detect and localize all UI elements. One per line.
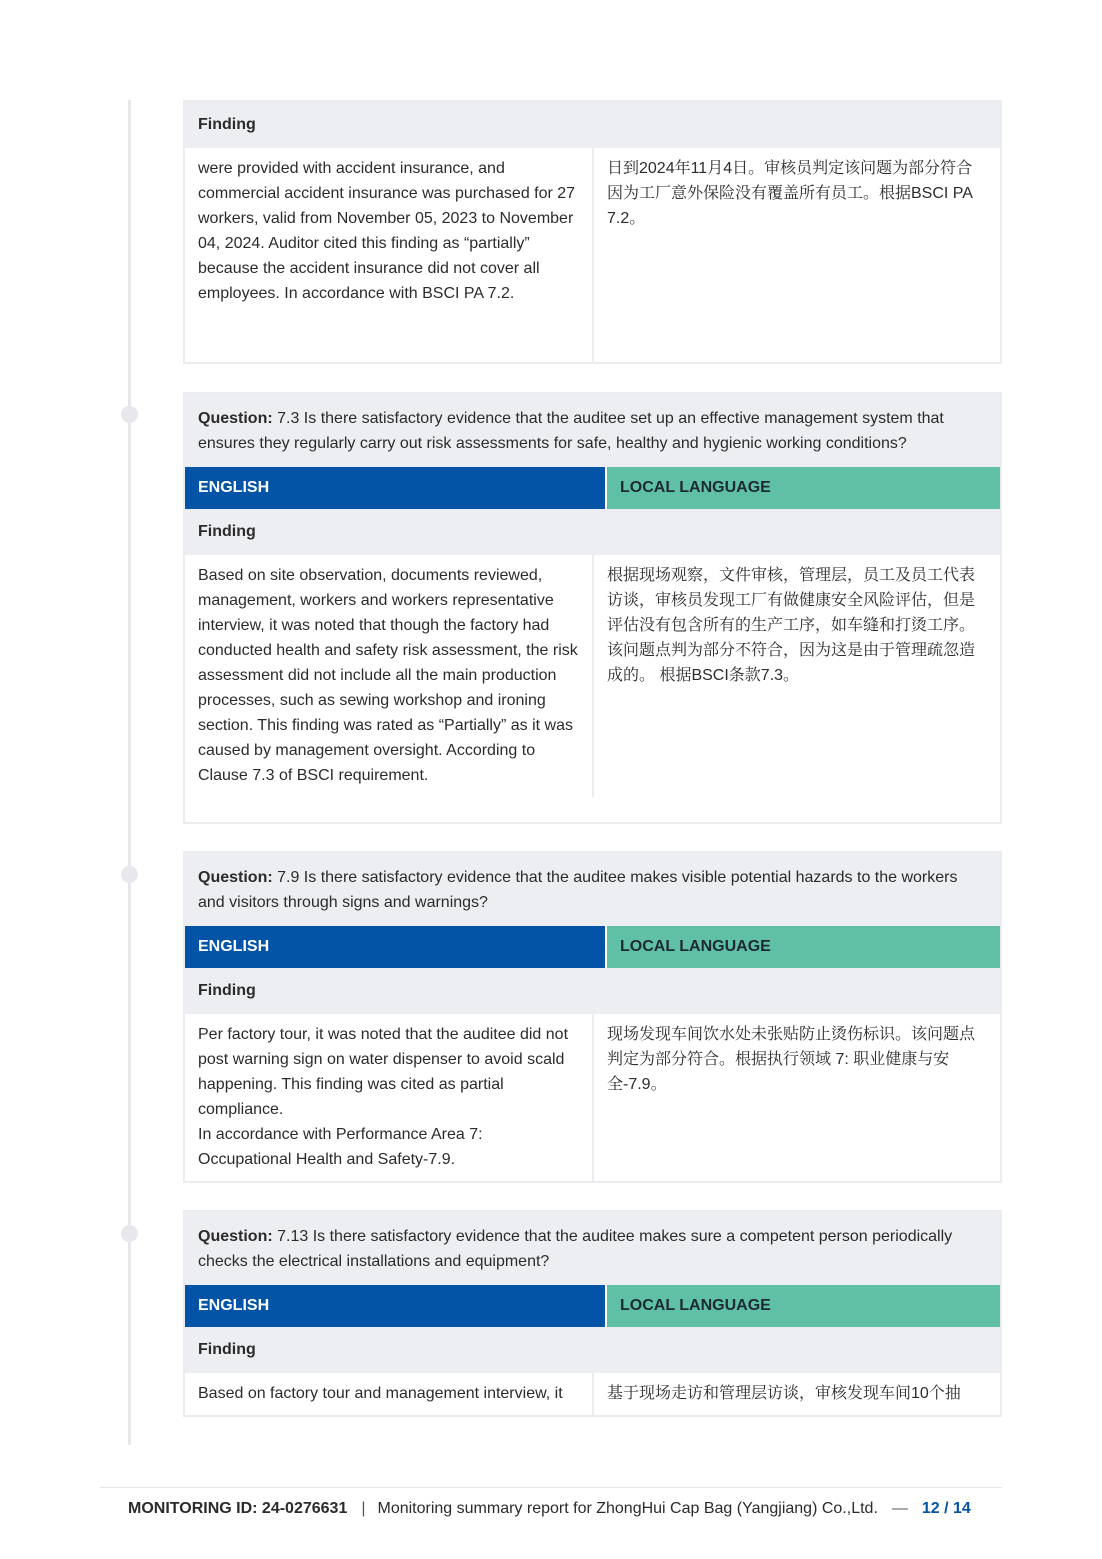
- footer-divider: [100, 1487, 1002, 1488]
- language-header-row: [185, 467, 1000, 509]
- question-header: [185, 853, 1000, 926]
- finding-row: [185, 1373, 1000, 1415]
- page-number: 12 / 14: [921, 1500, 971, 1517]
- footer-dash: —: [891, 1500, 908, 1517]
- footer-separator: |: [361, 1500, 366, 1517]
- finding-header: [185, 509, 1000, 555]
- question-card-7-9: [183, 851, 1002, 1183]
- local-finding-text: 基于现场走访和管理层访谈，审核发现车间10个抽: [607, 1385, 961, 1402]
- finding-card: [183, 100, 1002, 364]
- english-finding-reference: In accordance with Performance Area 7: Occupational Health and Safety-7.9.: [198, 1126, 483, 1168]
- finding-label: Finding: [198, 982, 256, 999]
- finding-header: [185, 968, 1000, 1014]
- question-card-7-3: [183, 392, 1002, 824]
- finding-row: [185, 1014, 1000, 1181]
- finding-row: [185, 555, 1000, 797]
- page-footer: [128, 1498, 1002, 1520]
- question-text: 7.9 Is there satisfactory evidence that the auditee makes visible potential hazards to the workers and visitors through signs and warnings?: [198, 869, 958, 911]
- local-language-column-header: LOCAL LANGUAGE: [607, 926, 1000, 968]
- report-title: Monitoring summary report for ZhongHui Cap Bag (Yangjiang) Co.,Ltd.: [377, 1500, 878, 1517]
- question-label: Question:: [198, 869, 273, 886]
- english-column-header: ENGLISH: [185, 1285, 605, 1327]
- local-finding-text: 现场发现车间饮水处未张贴防止烫伤标识。该问题点判定为部分符合。根据执行领域 7: 职业健康与安全-7.9。: [607, 1026, 976, 1093]
- finding-header: [185, 1327, 1000, 1373]
- timeline-dot: [121, 866, 138, 883]
- language-header-row: [185, 1285, 1000, 1327]
- local-language-column-header: LOCAL LANGUAGE: [607, 1285, 1000, 1327]
- english-finding-paragraph: Per factory tour, it was noted that the auditee did not post warning sign on water dispenser to avoid scald happening. This finding was cited as partial compliance.: [198, 1026, 569, 1118]
- local-finding-text: 日到2024年11月4日。审核员判定该问题为部分符合因为工厂意外保险没有覆盖所有员工。根据BSCI PA 7.2。: [607, 160, 973, 227]
- english-finding-text: [185, 1014, 594, 1181]
- english-column-header: ENGLISH: [185, 467, 605, 509]
- english-finding-text: Based on factory tour and management interview, it: [185, 1373, 594, 1415]
- english-finding-text: Based on site observation, documents reviewed, management, workers and workers representative interview, it was noted that though the factory had conducted health and safety risk assessment, the risk assessment did not include all the main production processes, such as sewing workshop and ironing section. This finding was rated as “Partially” as it was caused by management oversight. According to Clause 7.3 of BSCI requirement.: [185, 555, 594, 797]
- question-text: 7.13 Is there satisfactory evidence that the auditee makes sure a competent person periodically checks the electrical installations and equipment?: [198, 1228, 953, 1270]
- english-column-header: ENGLISH: [185, 926, 605, 968]
- timeline-line: [128, 100, 131, 1445]
- local-finding-text: 根据现场观察，文件审核，管理层，员工及员工代表访谈，审核员发现工厂有做健康安全风险评估，但是评估没有包含所有的生产工序，如车缝和打烫工序。该问题点判为部分不符合，因为这是由于管理疏忽造成的。 根据BSCI条款7.3。: [607, 567, 976, 684]
- question-label: Question:: [198, 1228, 273, 1245]
- question-header: [185, 394, 1000, 467]
- timeline-dot: [121, 1225, 138, 1242]
- question-header: [185, 1212, 1000, 1285]
- local-language-column-header: LOCAL LANGUAGE: [607, 467, 1000, 509]
- english-finding-text: were provided with accident insurance, and commercial accident insurance was purchased for 27 workers, valid from November 05, 2023 to November 04, 2024. Auditor cited this finding as “partially” because the accident insurance did not cover all employees. In accordance with BSCI PA 7.2.: [185, 148, 594, 364]
- question-label: Question:: [198, 410, 273, 427]
- finding-row: [185, 148, 1000, 364]
- monitoring-id: MONITORING ID: 24-0276631: [128, 1500, 348, 1517]
- finding-label: Finding: [198, 523, 256, 540]
- finding-header: [185, 102, 1000, 148]
- timeline-dot: [121, 406, 138, 423]
- finding-label: Finding: [198, 1341, 256, 1358]
- question-text: 7.3 Is there satisfactory evidence that the auditee set up an effective management system that ensures they regularly carry out risk assessments for safe, healthy and hygienic working conditions?: [198, 410, 944, 452]
- language-header-row: [185, 926, 1000, 968]
- finding-label: Finding: [198, 116, 256, 133]
- question-card-7-13: [183, 1210, 1002, 1417]
